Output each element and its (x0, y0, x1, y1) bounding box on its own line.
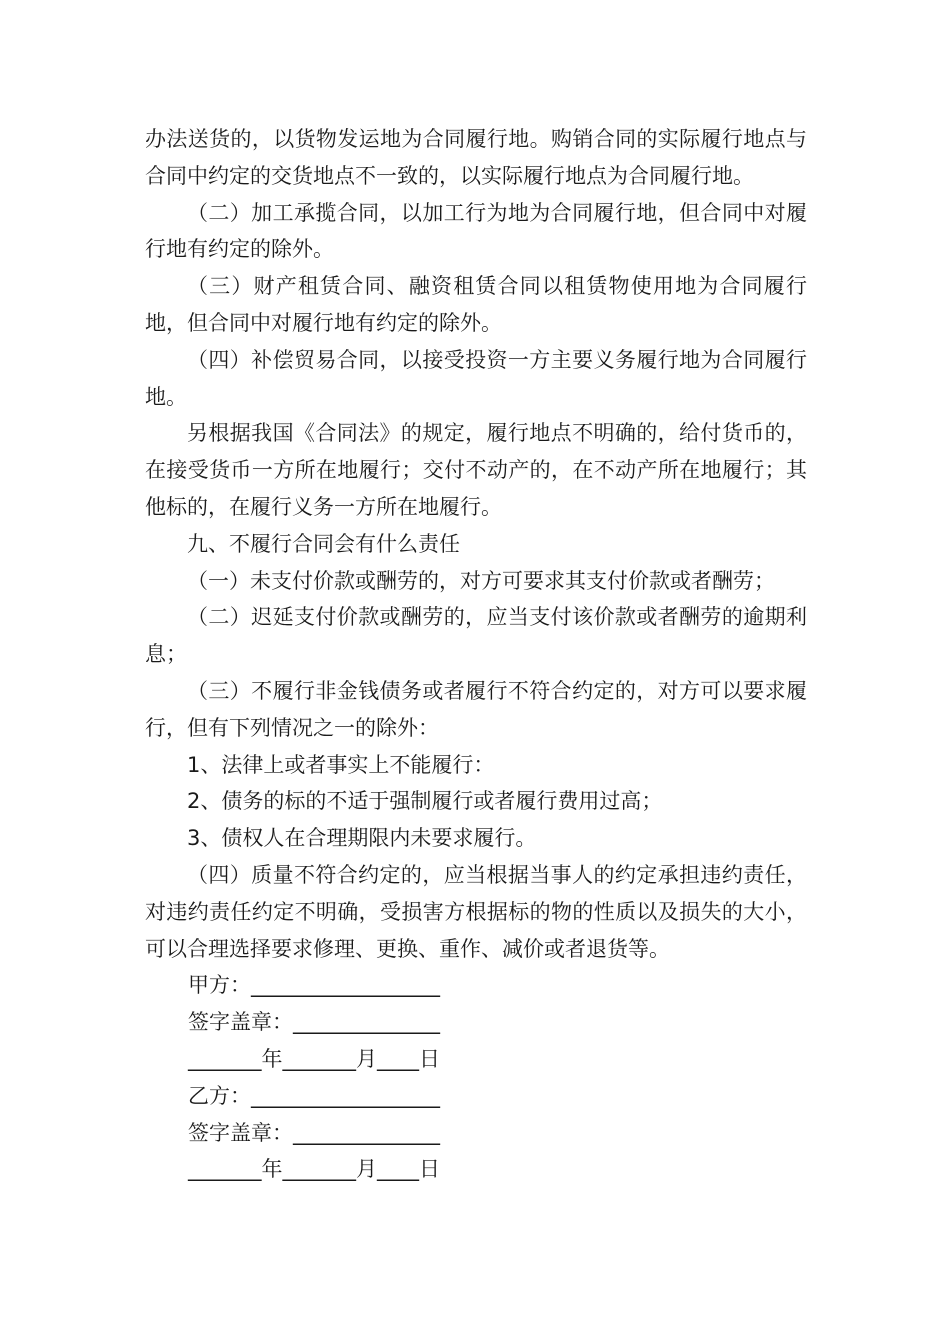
party-a-date-line: _______年_______月____日 (188, 1046, 440, 1071)
party-b-date-line: _______年_______月____日 (188, 1157, 440, 1182)
signature-block (145, 967, 807, 1188)
paragraph-lease-contract: （三）财产租赁合同、融资租赁合同以租赁物使用地为合同履行地，但合同中对履行地有约定的除外。 (145, 274, 807, 335)
document-body (145, 121, 807, 1188)
party-b-line: 乙方：__________________ (188, 1083, 440, 1108)
paragraph-liability-1: （一）未支付价款或酬劳的，对方可要求其支付价款或者酬劳； (187, 568, 775, 593)
paragraph-compensation-trade: （四）补偿贸易合同，以接受投资一方主要义务履行地为合同履行地。 (145, 347, 807, 409)
paragraph-performance-place-continued: 办法送货的，以货物发运地为合同履行地。购销合同的实际履行地点与合同中约定的交货地点不一致的，以实际履行地点为合同履行地。 (145, 127, 807, 188)
list-item-exception-3: 3、债权人在合理期限内未要求履行。 (187, 826, 537, 851)
paragraph-liability-4: （四）质量不符合约定的，应当根据当事人的约定承担违约责任，对违约责任约定不明确，受损害方根据标的物的性质以及损失的大小，可以合理选择要求修理、更换、重作、减价或者退货等。 (145, 862, 807, 961)
list-item-exception-1: 1、法律上或者事实上不能履行： (187, 752, 495, 777)
party-a-line: 甲方：__________________ (188, 973, 440, 998)
paragraph-liability-2: （二）迟延支付价款或酬劳的，应当支付该价款或者酬劳的逾期利息； (145, 605, 807, 667)
paragraph-liability-3: （三）不履行非金钱债务或者履行不符合约定的，对方可以要求履行，但有下列情况之一的除外： (145, 678, 807, 740)
section-heading-liability: 九、不履行合同会有什么责任 (187, 531, 460, 556)
paragraph-contract-law-rule: 另根据我国《合同法》的规定，履行地点不明确的，给付货币的，在接受货币一方所在地履行；交付不动产的，在不动产所在地履行；其他标的，在履行义务一方所在地履行。 (145, 421, 807, 519)
party-a-seal-line: 签字盖章：______________ (188, 1010, 440, 1035)
paragraph-processing-contract: （二）加工承揽合同，以加工行为地为合同履行地，但合同中对履行地有约定的除外。 (145, 200, 807, 262)
party-b-seal-line: 签字盖章：______________ (188, 1120, 440, 1145)
list-item-exception-2: 2、债务的标的不适于强制履行或者履行费用过高； (187, 789, 663, 814)
